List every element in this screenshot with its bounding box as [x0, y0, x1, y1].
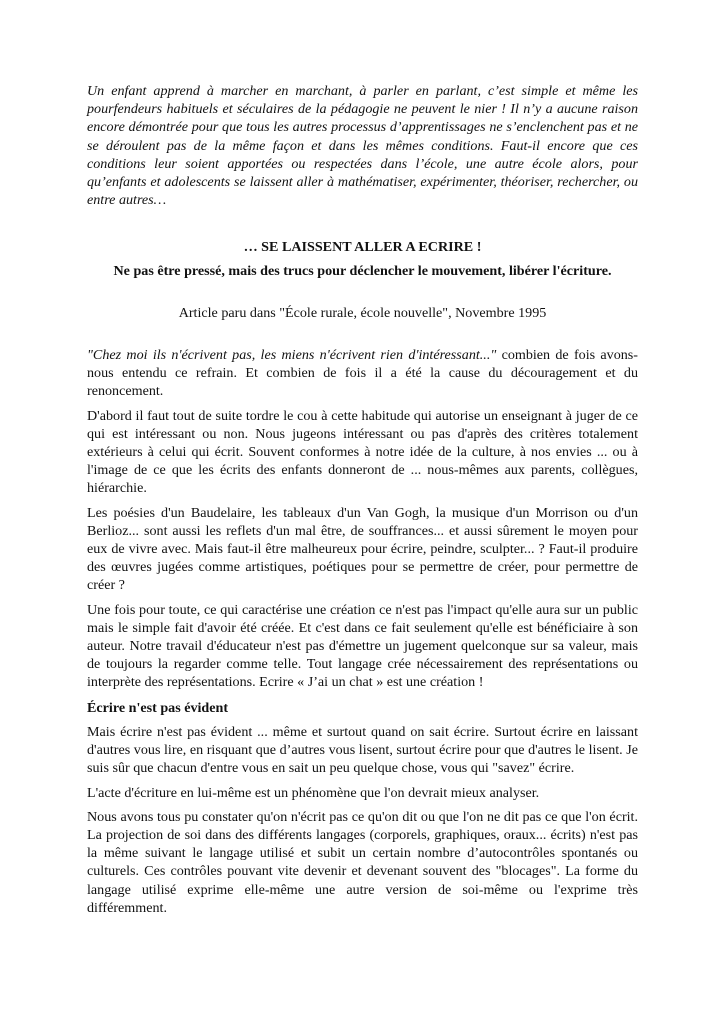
section-paragraph-3: Nous avons tous pu constater qu'on n'écrit pas ce qu'on dit ou que l'on ne dit pas ce que l'on écrit. La projection de soi dans des différents langages (corporels, graphiques, oraux... écrits) n'est pas la même suivant le langage utilisé et subit un certain nombre d’autocontrôles spontanés ou culturels. Ces contrôles pouvant vite devenir et devenant souvent des "blocages". La forme du langage utilisé exprime elle-même une autre version de soi-même ou l'exprime très différemment.: [87, 808, 638, 916]
lead-rest: combien de fois avons-nous entendu ce refrain. Et combien de fois il a été la cause du découragement et du renoncement.: [87, 347, 638, 400]
lead-paragraph: [87, 346, 638, 401]
section-paragraph-1: Mais écrire n'est pas évident ... même et surtout quand on sait écrire. Surtout écrire en laissant d'autres vous lire, en risquant que d’autres vous lisent, surtout écrire pour que d'autres le lisent. Je suis sûr que chacun d'entre vous en sait un peu quelque chose, vous qui "savez" écrire.: [87, 723, 638, 777]
article-source: Article paru dans "École rurale, école nouvelle", Novembre 1995: [178, 304, 547, 321]
body-paragraph-3: Une fois pour toute, ce qui caractérise une création ce n'est pas l'impact qu'elle aura sur un public mais le simple fait d'avoir été créée. Et c'est dans ce fait seulement qu'elle est bénéficiaire à son auteur. Notre travail d'éducateur n'est pas d'émettre un jugement quelconque sur sa valeur, mais de toujours la regarder comme telle. Tout langage crée nécessairement des représentations ou interprète des représentations. Ecrire « J’ai un chat » est une création !: [87, 601, 638, 691]
lead-quote: "Chez moi ils n'écrivent pas, les miens n'écrivent rien d'intéressant...": [87, 347, 497, 364]
article-title: … SE LAISSENT ALLER A ECRIRE !: [243, 239, 482, 256]
body-paragraph-1: D'abord il faut tout de suite tordre le cou à cette habitude qui autorise un enseignant à juger de ce qui est intéressant ou non. Nous jugeons intéressant ou pas d'après des critères totalement extérieurs à celui qui écrit. Souvent conformes à notre idée de la culture, à nos envies ... ou à l'image de ce que les écrits des enfants donneront de ... nous-mêmes aux parents, collègues, hiérarchie.: [87, 407, 638, 497]
section-heading: Écrire n'est pas évident: [87, 699, 229, 716]
document-page: [87, 82, 638, 917]
section-paragraph-2: L'acte d'écriture en lui-même est un phénomène que l'on devrait mieux analyser.: [87, 784, 540, 801]
body-paragraph-2: Les poésies d'un Baudelaire, les tableaux d'un Van Gogh, la musique d'un Morrison ou d'un Berlioz... sont aussi les reflets d'un mal être, de souffrances... et aussi sûrement le moyen pour eux de vivre avec. Mais faut-il être malheureux pour écrire, peindre, sculpter... ? Faut-il produire des œuvres jugées comme artistiques, poétiques pour se permettre de créer, pour permettre de créer ?: [87, 504, 638, 594]
intro-paragraph: Un enfant apprend à marcher en marchant, à parler en parlant, c’est simple et même les pourfendeurs habituels et séculaires de la pédagogie ne peuvent le nier ! Il n’y a aucune raison encore démontrée pour que tous les autres processus d’apprentissages ne s’enclenchent pas et ne se déroulent pas de la même façon et dans les mêmes conditions. Faut-il encore que ces conditions leur soient apportées ou respectées dans l’école, une autre école alors, pour qu’enfants et adolescents se laissent aller à mathématiser, expérimenter, théoriser, rechercher, ou entre autres…: [87, 83, 638, 209]
article-subtitle: Ne pas être pressé, mais des trucs pour déclencher le mouvement, libérer l'écriture.: [113, 262, 612, 279]
